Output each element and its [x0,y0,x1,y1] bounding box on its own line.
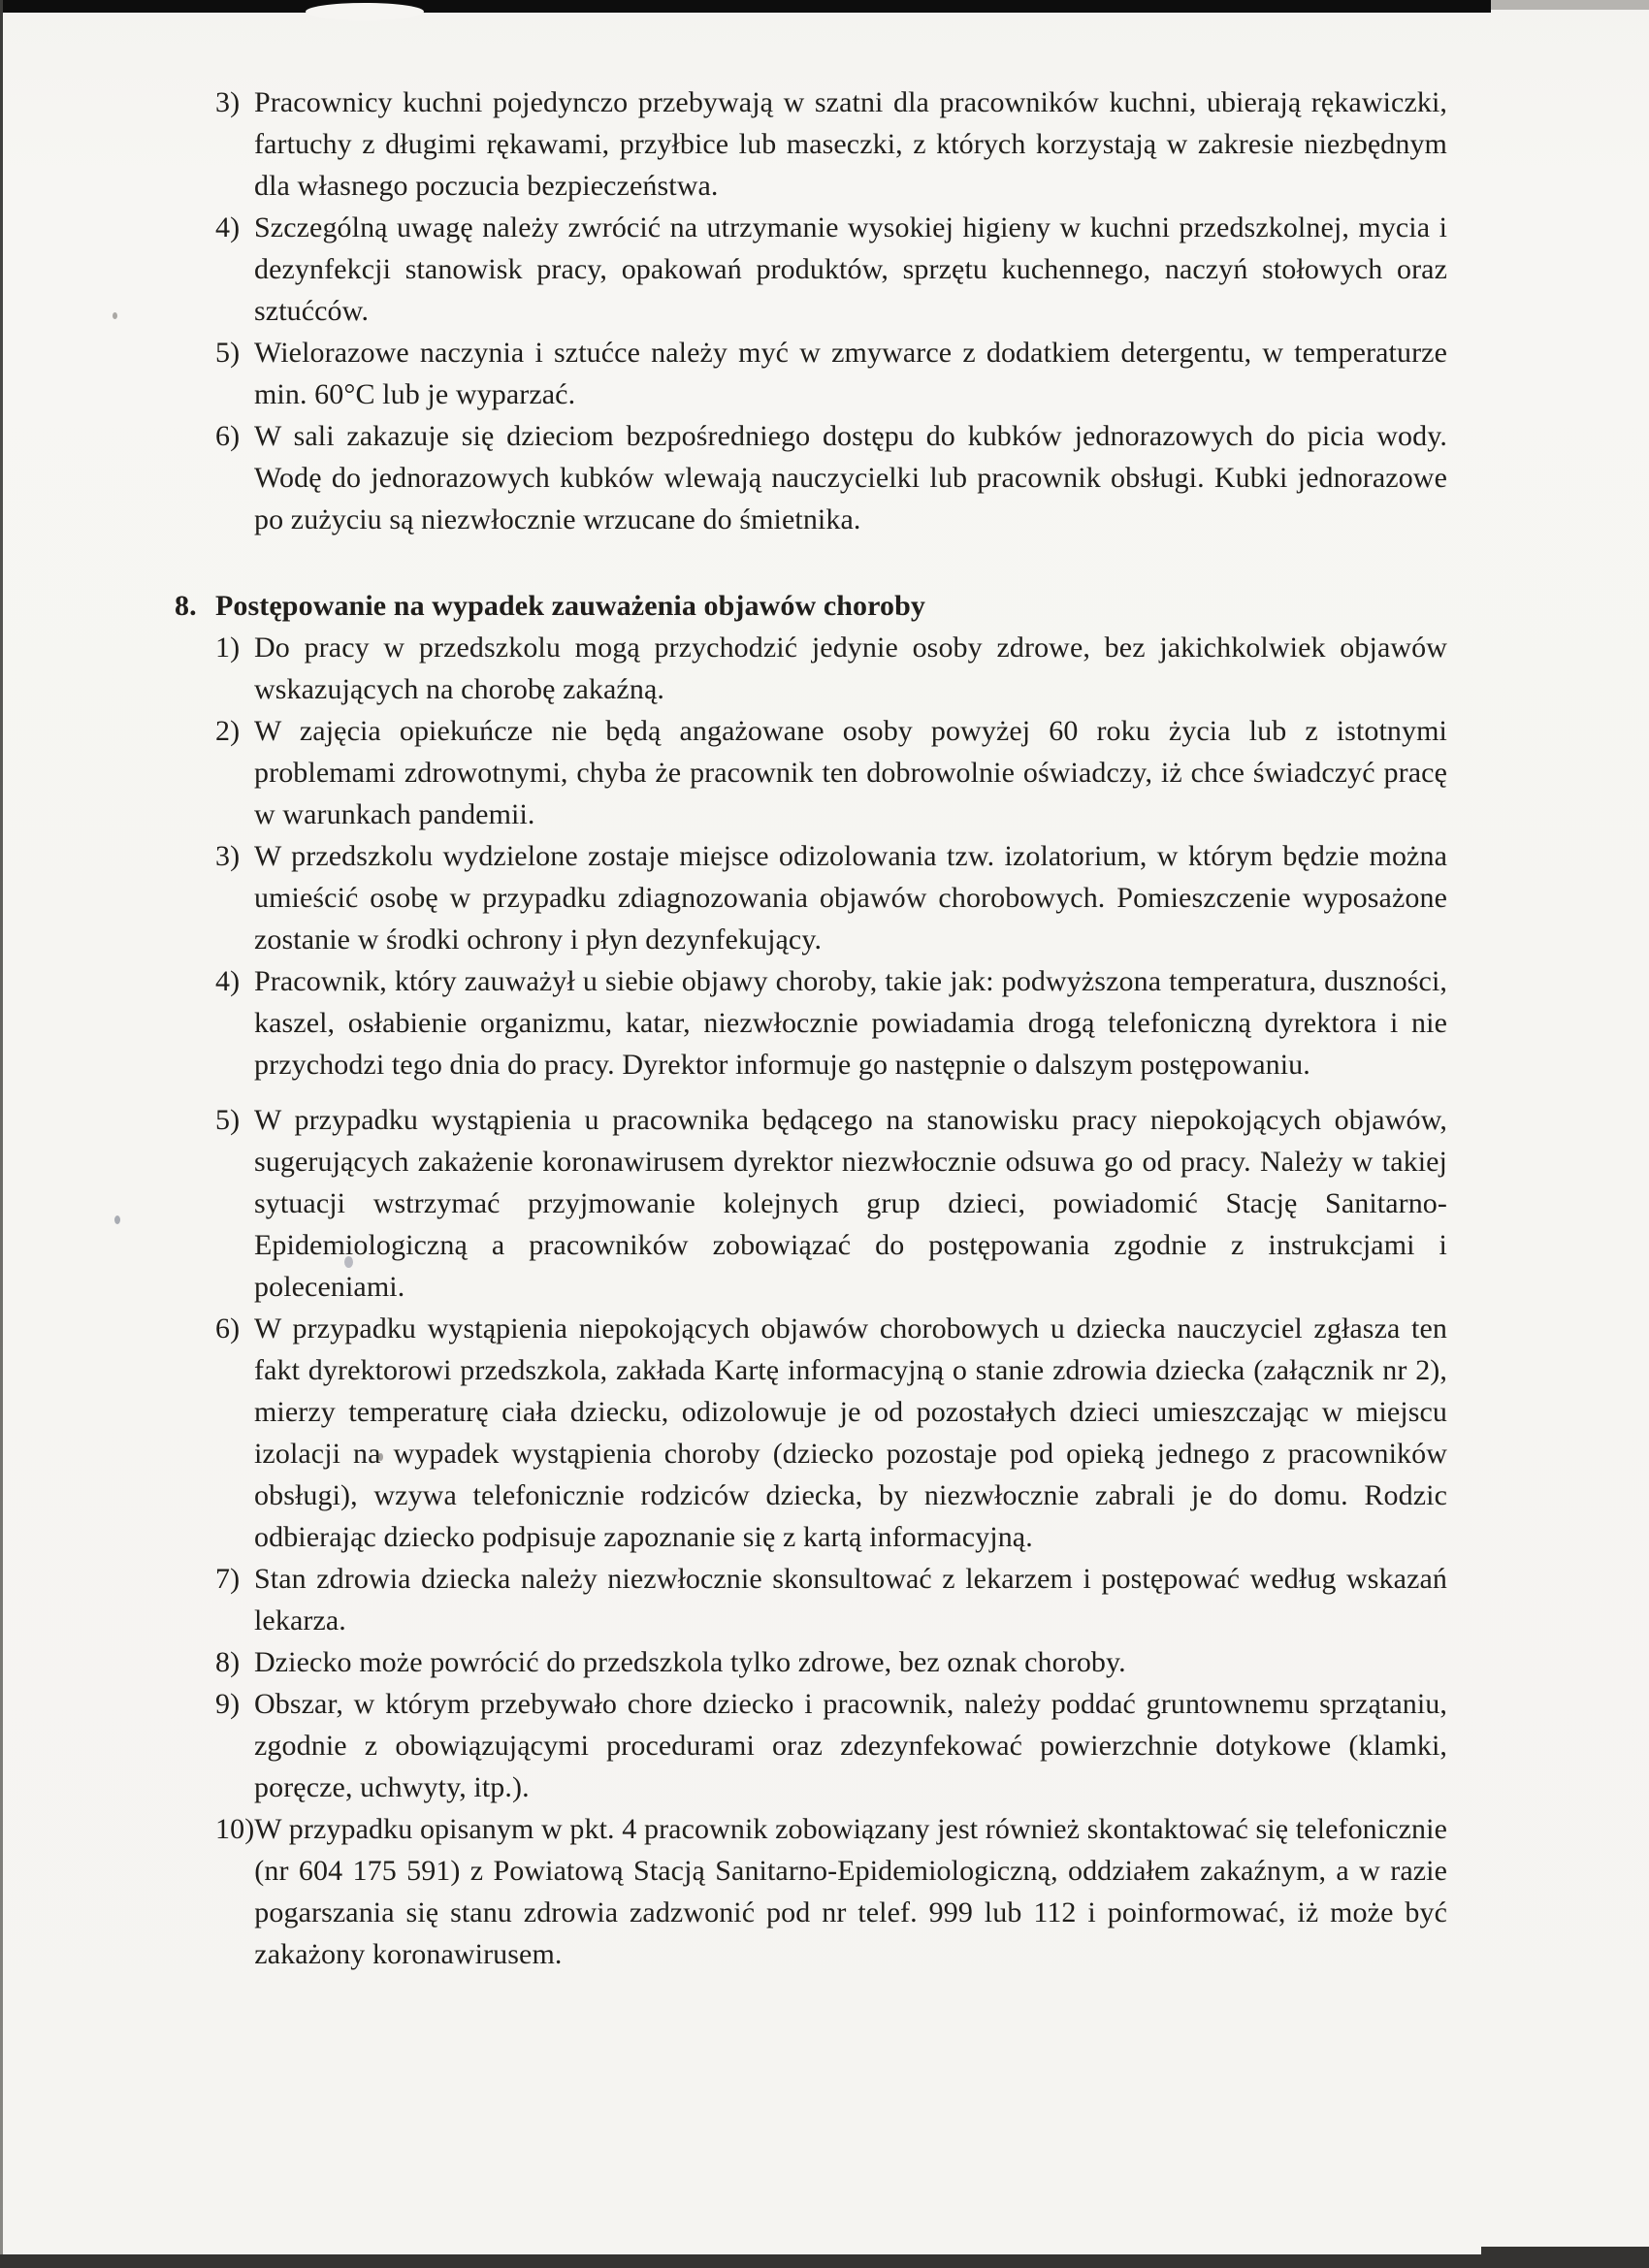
item-number: 4) [215,211,241,243]
list-item [215,835,1447,960]
item-text: W zajęcia opiekuńcze nie będą angażowane osoby powyżej 60 roku życia lub z istotnymi problemami zdrowotnymi, chyba że pracownik ten dobrowolnie oświadczy, iż chce świadczyć pracę w warunkach pandemii. [254,715,1447,830]
item-text: W przypadku wystąpienia u pracownika będącego na stanowisku pracy niepokojących objawów, sugerujących zakażenie koronawirusem dyrektor niezwłocznie odsuwa go od pracy. Należy w takiej sytuacji wstrzymać przyjmowanie kolejnych grup dzieci, powiadomić Stację Sanitarno-Epidemiologiczną a pracowników zobowiązać do postępowania zgodnie z instrukcjami i poleceniami. [254,1104,1447,1303]
top-scan-bar-notch [306,3,424,20]
item-number: 8) [215,1646,241,1678]
document-content [175,81,1447,1975]
section-heading [175,585,1447,627]
item-text: Szczególną uwagę należy zwrócić na utrzymanie wysokiej higieny w kuchni przedszkolnej, mycia i dezynfekcji stanowisk pracy, opakowań produktów, sprzętu kuchennego, naczyń stołowych oraz sztućców. [254,211,1447,327]
item-number: 6) [215,1312,241,1345]
item-text: Stan zdrowia dziecka należy niezwłocznie skonsultować z lekarzem i postępować według wskazań lekarza. [254,1563,1447,1636]
list-item [215,332,1447,415]
section8-list [215,627,1447,1975]
top-scan-bar [0,0,1491,13]
section-number: 8. [175,590,197,622]
item-text: W przypadku opisanym w pkt. 4 pracownik zobowiązany jest również skontaktować się telefonicznie (nr 604 175 591) z Powiatową Stacją Sanitarno-Epidemiologiczną, oddziałem zakaźnym, a w razie pogarszania się stanu zdrowia zadzwonić pod nr telef. 999 lub 112 i poinformować, iż może być zakażony koronawirusem. [254,1813,1447,1970]
item-number: 10) [215,1813,255,1845]
item-text: Obszar, w którym przebywało chore dziecko i pracownik, należy poddać gruntownemu sprzątaniu, zgodnie z obowiązującymi procedurami oraz zdezynfekować powierzchnie dotykowe (klamki, poręcze, uchwyty, itp.). [254,1688,1447,1803]
item-text: Dziecko może powrócić do przedszkola tylko zdrowe, bez oznak choroby. [254,1646,1126,1678]
list-item [215,1558,1447,1641]
list-item [215,81,1447,207]
section7-list [215,81,1447,540]
item-text: Do pracy w przedszkolu mogą przychodzić jedynie osoby zdrowe, bez jakichkolwiek objawów wskazujących na chorobę zakaźną. [254,632,1447,705]
scan-speck [113,312,117,319]
item-number: 2) [215,715,241,747]
item-number: 7) [215,1563,241,1595]
list-item [215,1099,1447,1308]
section-title: Postępowanie na wypadek zauważenia objawów choroby [215,590,925,622]
item-text: W przypadku wystąpienia niepokojących objawów chorobowych u dziecka nauczyciel zgłasza ten fakt dyrektorowi przedszkola, zakłada Kartę informacyjną o stanie zdrowia dziecka (załącznik nr 2), mierzy temperaturę ciała dziecku, odizolowuje je od pozostałych dzieci umieszczając w miejscu izolacji na wypadek wystąpienia choroby (dziecko pozostaje pod opieką jednego z pracowników obsługi), wzywa telefonicznie rodziców dziecka, by niezwłocznie zabrali je do domu. Rodzic odbierając dziecko podpisuje zapoznanie się z kartą informacyjną. [254,1312,1447,1553]
item-text: W przedszkolu wydzielone zostaje miejsce odizolowania tzw. izolatorium, w którym będzie można umieścić osobę w przypadku zdiagnozowania objawów chorobowych. Pomieszczenie wyposażone zostanie w środki ochrony i płyn dezynfekujący. [254,840,1447,956]
item-number: 3) [215,86,241,118]
item-number: 9) [215,1688,241,1720]
item-text: Wielorazowe naczynia i sztućce należy myć w zmywarce z dodatkiem detergentu, w temperaturze min. 60°C lub je wyparzać. [254,337,1447,410]
list-item [215,415,1447,540]
left-scan-edge [0,0,3,2268]
scan-speck [114,1215,120,1224]
item-text: W sali zakazuje się dzieciom bezpośredniego dostępu do kubków jednorazowych do picia wody. Wodę do jednorazowych kubków wlewają nauczycielki lub pracownik obsługi. Kubki jednorazowe po zużyciu są niezwłocznie wrzucane do śmietnika. [254,420,1447,535]
item-text: Pracownik, który zauważył u siebie objawy choroby, takie jak: podwyższona temperatura, duszności, kaszel, osłabienie organizmu, katar, niezwłocznie powiadamia drogą telefoniczną dyrektora i nie przychodzi tego dnia do pracy. Dyrektor informuje go następnie o dalszym postępowaniu. [254,965,1447,1081]
item-number: 5) [215,1104,241,1136]
list-item [215,627,1447,710]
item-number: 1) [215,632,241,664]
top-scan-bar-right [1491,0,1649,10]
item-number: 4) [215,965,241,997]
item-number: 3) [215,840,241,872]
item-number: 5) [215,337,241,369]
list-item [215,207,1447,332]
list-item [215,1641,1447,1683]
list-item [215,710,1447,835]
item-text: Pracownicy kuchni pojedynczo przebywają w szatni dla pracowników kuchni, ubierają rękawiczki, fartuchy z długimi rękawami, przyłbice lub maseczki, z których korzystają w zakresie niezbędnym dla własnego poczucia bezpieczeństwa. [254,86,1447,202]
list-item [215,1808,1447,1975]
list-item [215,1308,1447,1558]
list-item [215,960,1447,1085]
bottom-scan-bar-step [1481,2247,1649,2260]
item-number: 6) [215,420,241,452]
list-item [215,1683,1447,1808]
bottom-scan-bar [0,2254,1649,2268]
